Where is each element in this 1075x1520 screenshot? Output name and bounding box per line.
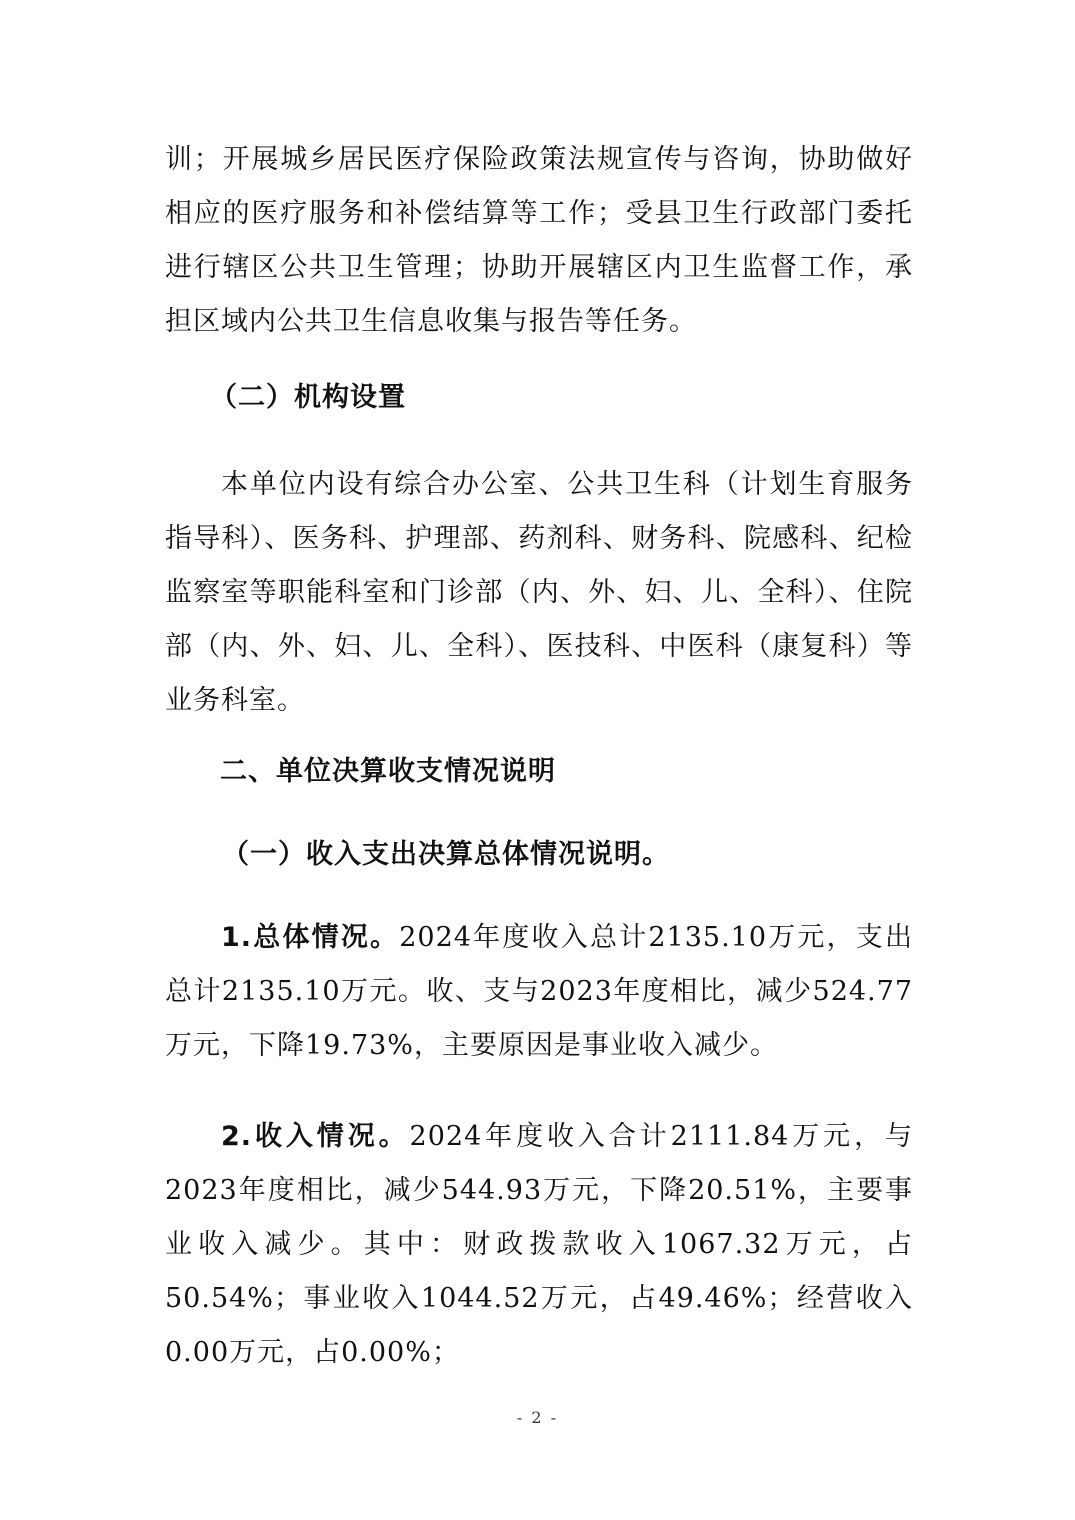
heading-section-2: 二、单位决算收支情况说明 (220, 756, 556, 787)
paragraph-overall-situation (165, 911, 913, 1073)
heading-org-setup: （二）机构设置 (210, 382, 406, 413)
paragraph-lead-overall: 1.总体情况。 (221, 922, 400, 953)
paragraph-org-structure: 本单位内设有综合办公室、公共卫生科（计划生育服务指导科）、医务科、护理部、药剂科、财务科、院感科、纪检监察室等职能科室和门诊部（内、外、妇、儿、全科）、住院部（内、外、妇、儿、全科）、医技科、中医科（康复科）等业务科室。 (165, 469, 913, 716)
paragraph-text-income: 2024年度收入合计2111.84万元，与2023年度相比，减少544.93万元，下降20.51%，主要事业收入减少。其中：财政拨款收入1067.32万元，占50.54%；事业收入1044.52万元，占49.46%；经营收入0.00万元，占0.00%； (165, 1121, 913, 1368)
paragraph-duties-continuation: 训；开展城乡居民医疗保险政策法规宣传与咨询，协助做好相应的医疗服务和补偿结算等工作；受县卫生行政部门委托进行辖区公共卫生管理；协助开展辖区内卫生监督工作，承担区域内公共卫生信息收集与报告等任务。 (165, 144, 913, 337)
page-number: - 2 - (516, 1408, 559, 1427)
paragraph-text-overall: 2024年度收入总计2135.10万元，支出总计2135.10万元。收、支与2023年度相比，减少524.77万元，下降19.73%，主要原因是事业收入减少。 (165, 922, 913, 1061)
heading-income-expense-overview: （一）收入支出决算总体情况说明。 (222, 839, 670, 870)
paragraph-lead-income: 2.收入情况。 (221, 1121, 410, 1152)
paragraph-income-situation (165, 1110, 913, 1380)
